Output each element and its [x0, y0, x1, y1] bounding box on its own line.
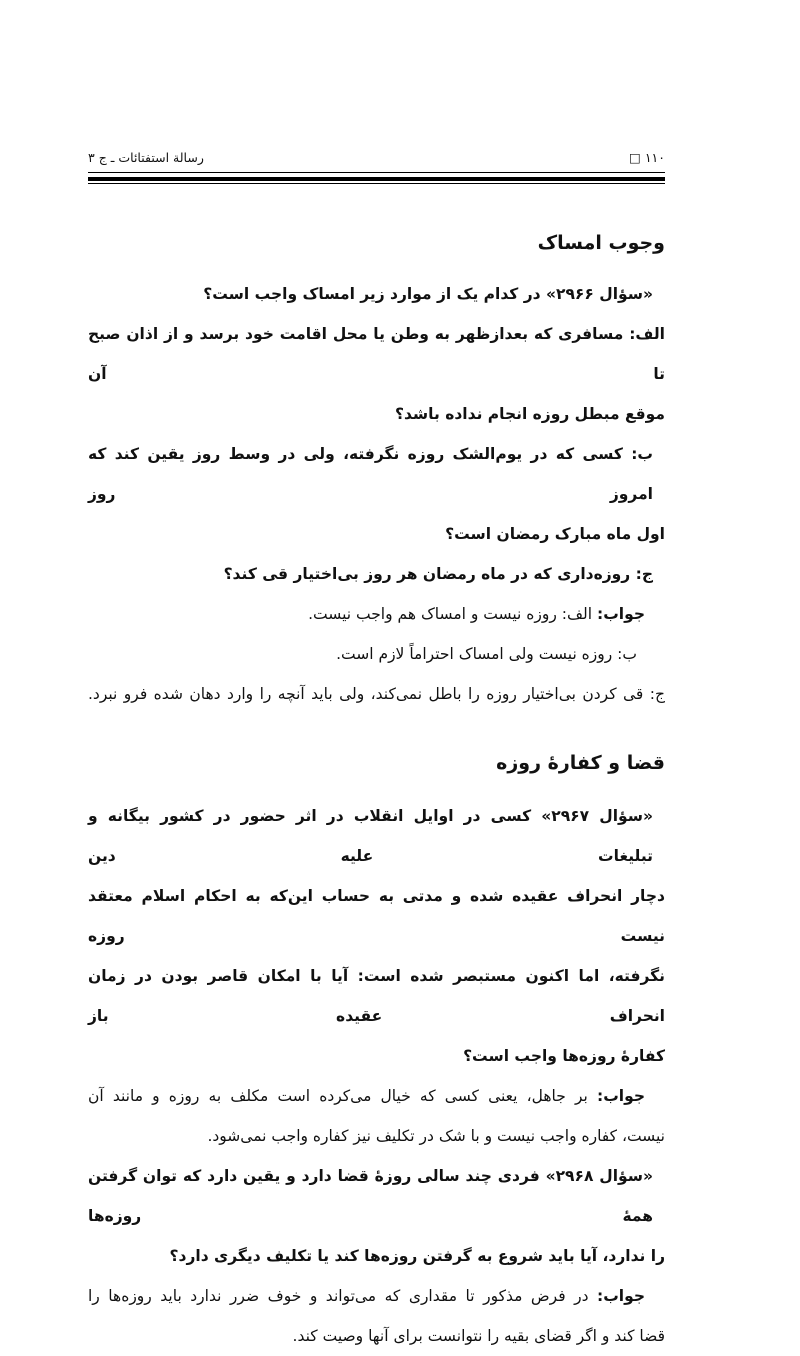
header-rule-thick — [88, 177, 665, 181]
answer-line: ج: قی کردن بی‌اختیار روزه را باطل نمی‌کند، ولی باید آنچه را وارد دهان شده فرو نبرد. — [88, 684, 665, 703]
running-head — [88, 150, 665, 166]
question-2967 — [88, 796, 665, 1356]
question-line: را ندارد، آیا باید شروع به گرفتن روزه‌ها کند یا تکلیف دیگری دارد؟ — [169, 1246, 665, 1265]
answer-text: بر جاهل، یعنی کسی که خیال می‌کرده است مکلف به روزه و مانند آن — [88, 1086, 598, 1105]
answer-text: الف: روزه نیست و امساک هم واجب نیست. — [308, 604, 598, 623]
question-line: ب: کسی که در یوم‌الشک روزه نگرفته، ولی در وسط روز یقین کند که امروز روز — [88, 444, 653, 503]
answer-line-clipped: قضا کند و اگر قضای بقیه را نتوانست برای آنها وصیت کند. — [292, 1326, 665, 1345]
section-heading-qaza: قضا و کفارهٔ روزه — [496, 751, 665, 774]
answer-label: جواب: — [597, 604, 645, 623]
answer-label: جواب: — [597, 1086, 645, 1105]
question-line: الف: مسافری که بعدازظهر به وطن یا محل اقامت خود برسد و از اذان صبح تا آن — [88, 324, 665, 383]
answer-line — [88, 1076, 665, 1116]
page-number-value: ۱۱۰ — [644, 150, 665, 165]
answer-line — [88, 594, 665, 634]
question-line: کفارهٔ روزه‌ها واجب است؟ — [463, 1046, 665, 1065]
question-line: نگرفته، اما اکنون مستبصر شده است: آیا با امکان قاصر بودن در زمان انحراف عقیده باز — [88, 966, 665, 1025]
answer-text: در فرض مذکور تا مقداری که می‌تواند و خوف ضرر ندارد باید روزه‌ها را — [88, 1286, 598, 1305]
book-title: رسالة استفتائات ـ ج ۳ — [88, 150, 204, 165]
section-heading-emsak: وجوب امساک — [537, 231, 665, 254]
question-line: دچار انحراف عقیده شده و مدتی به حساب این‌که به احکام اسلام معتقد نیست روزه — [88, 886, 665, 945]
question-line: موقع مبطل روزه انجام نداده باشد؟ — [394, 404, 665, 423]
answer-line — [88, 1276, 665, 1316]
question-line: «سؤال ۲۹۶۶» در کدام یک از موارد زیر امساک واجب است؟ — [203, 284, 653, 303]
page-marker-square-icon: □ — [629, 150, 641, 165]
answer-line: نیست، کفاره واجب نیست و با شک در تکلیف نیز کفاره واجب نمی‌شود. — [207, 1126, 665, 1145]
answer-line: ب: روزه نیست ولی امساک احتراماً لازم است. — [336, 644, 637, 663]
question-2966 — [88, 274, 665, 714]
answer-label: جواب: — [597, 1286, 645, 1305]
page-number — [629, 150, 665, 166]
question-line: «سؤال ۲۹۶۸» فردی چند سالی روزهٔ قضا دارد و یقین دارد که توان گرفتن همهٔ روزه‌ها — [88, 1166, 654, 1225]
header-rule-thin — [88, 172, 665, 173]
header-rule-bottom — [88, 183, 665, 184]
question-line: «سؤال ۲۹۶۷» کسی در اوایل انقلاب در اثر حضور در کشور بیگانه و تبلیغات علیه دین — [88, 806, 653, 865]
question-line: اول ماه مبارک رمضان است؟ — [445, 524, 665, 543]
question-line: ج: روزه‌داری که در ماه رمضان هر روز بی‌اختیار قی کند؟ — [223, 564, 653, 583]
